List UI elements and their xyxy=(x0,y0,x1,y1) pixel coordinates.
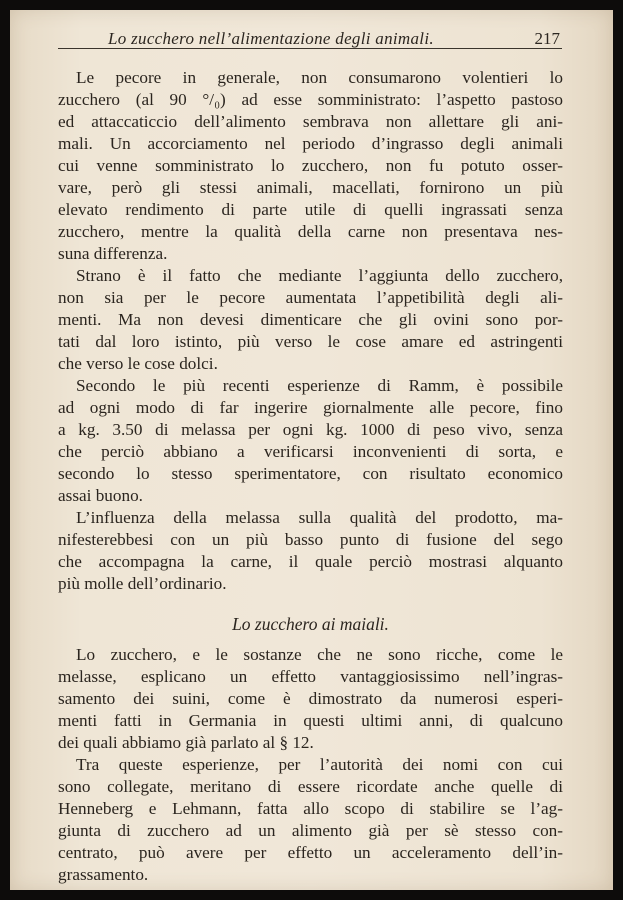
text-line: Le pecore in generale, non consumarono volentieri lo xyxy=(76,68,563,87)
running-title: Lo zucchero nell’alimentazione degli animali. xyxy=(108,29,434,48)
text-line: nifesterebbesi con un più basso punto di fusione del sego xyxy=(58,530,563,549)
paragraph xyxy=(58,375,563,507)
text-line: Tra queste esperienze, per l’autorità dei nomi con cui xyxy=(76,755,563,774)
paragraph xyxy=(58,67,563,265)
page-number: 217 xyxy=(534,29,560,48)
text-line: assai buono. xyxy=(58,486,143,505)
text-line: melasse, esplicano un effetto vantaggiosissimo nell’ingras- xyxy=(58,667,563,686)
text-line: non sia per le pecore aumentata l’appetibilità degli ali- xyxy=(58,288,563,307)
paragraphs-before xyxy=(58,67,563,595)
book-page xyxy=(10,10,613,890)
text-line: ed attaccaticcio dell’alimento sembrava non allettare gli ani- xyxy=(58,112,563,131)
text-line: zucchero, mentre la qualità della carne non presentava nes- xyxy=(58,222,563,241)
text-line: menti fatti in Germania in questi ultimi anni, di qualcuno xyxy=(58,711,563,730)
paragraph xyxy=(58,507,563,595)
paragraph xyxy=(58,754,563,886)
text-line: centrato, può avere per effetto un acceleramento dell’in- xyxy=(58,843,563,862)
running-head xyxy=(58,24,562,49)
paragraph xyxy=(58,644,563,754)
text-line: dei quali abbiamo già parlato al § 12. xyxy=(58,733,314,752)
text-line: che verso le cose dolci. xyxy=(58,354,218,373)
text-line: Henneberg e Lehmann, fatta allo scopo di stabilire se l’ag- xyxy=(58,799,563,818)
text-line: zucchero (al 90 °/₀) ad esse somministrato: l’aspetto pastoso xyxy=(58,90,563,109)
text-line: più molle dell’ordinario. xyxy=(58,574,227,593)
text-line: mali. Un accorciamento nel periodo d’ingrasso degli animali xyxy=(58,134,563,153)
text-line: ad ogni modo di far ingerire giornalmente alle pecore, fino xyxy=(58,398,563,417)
text-line: che accompagna la carne, il quale perciò mostrasi alquanto xyxy=(58,552,563,571)
text-line: Strano è il fatto che mediante l’aggiunta dello zucchero, xyxy=(76,266,563,285)
section-heading: Lo zucchero ai maiali. xyxy=(232,614,389,634)
text-line: sono collegate, meritano di essere ricordate anche quelle di xyxy=(58,777,563,796)
text-line: Lo zucchero, e le sostanze che ne sono ricche, come le xyxy=(76,645,563,664)
paragraphs-after xyxy=(58,644,563,886)
paragraph xyxy=(58,265,563,375)
text-line: che perciò abbiano a verificarsi inconvenienti di sorta, e xyxy=(58,442,563,461)
text-line: grassamento. xyxy=(58,865,149,884)
text-line: giunta di zucchero ad un alimento già per sè stesso con- xyxy=(58,821,563,840)
text-line: Secondo le più recenti esperienze di Ramm, è possibile xyxy=(76,376,563,395)
text-line: secondo lo stesso sperimentatore, con risultato economico xyxy=(58,464,563,483)
text-line: elevato rendimento di parte utile di quelli ingrassati senza xyxy=(58,200,563,219)
text-line: a kg. 3.50 di melassa per ogni kg. 1000 di peso vivo, senza xyxy=(58,420,563,439)
text-line: samento dei suini, come è dimostrato da numerosi esperi- xyxy=(58,689,563,708)
text-line: suna differenza. xyxy=(58,244,168,263)
text-line: cui venne somministrato lo zucchero, non fu potuto osser- xyxy=(58,156,563,175)
text-line: vare, però gli stessi animali, macellati, fornirono un più xyxy=(58,178,563,197)
body-text xyxy=(58,67,563,886)
text-line: menti. Ma non devesi dimenticare che gli ovini sono por- xyxy=(58,310,563,329)
text-line: L’influenza della melassa sulla qualità del prodotto, ma- xyxy=(76,508,563,527)
text-line: tati dal loro istinto, più verso le cose amare ed astringenti xyxy=(58,332,563,351)
